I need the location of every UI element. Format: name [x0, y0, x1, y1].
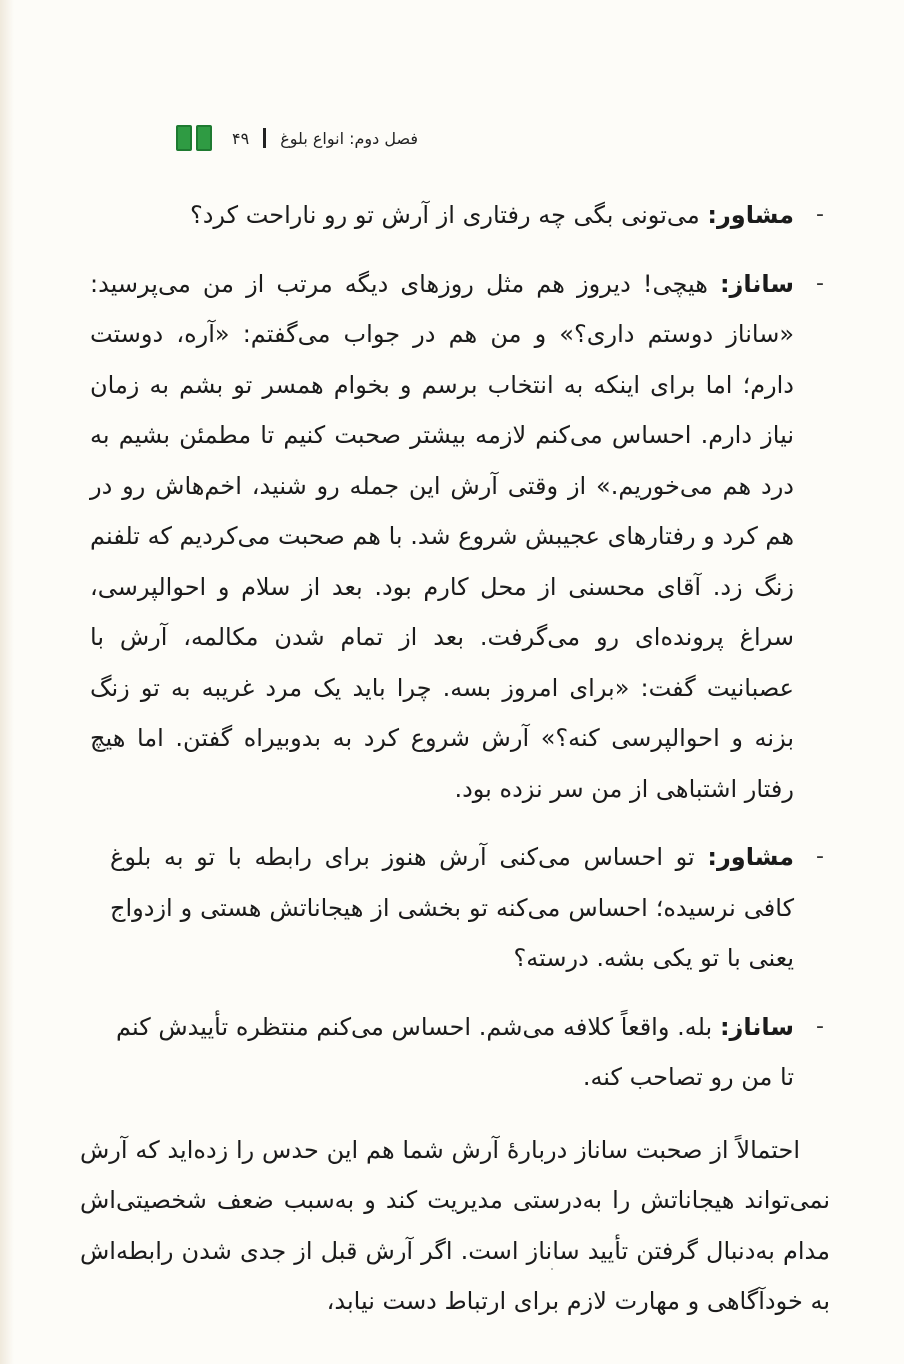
dialogue-dash: -	[816, 1013, 824, 1039]
green-block-icon	[196, 125, 212, 151]
dialogue-line	[80, 259, 824, 815]
chapter-title: فصل دوم: انواع بلوغ	[280, 128, 418, 148]
dialogue-line	[80, 190, 824, 241]
dialogue-text: می‌تونی بگی چه رفتاری از آرش تو رو ناراحت کرد؟	[190, 201, 700, 229]
page-number: ۴۹	[232, 128, 250, 148]
body-paragraph: احتمالاً از صحبت ساناز دربارهٔ آرش شما هم این حدس را زده‌اید که آرش نمی‌تواند هیجاناتش را به‌درستی مدیریت کند و به‌سبب ضعف شخصیتی‌اش مدام به‌دنبال گرفتن تأیید ساناز است. اگر آرش قبل از جدی شدن رابطه‌اش به خودآگاهی و مهارت لازم برای ارتباط دست نیابد،	[80, 1135, 830, 1315]
dialogue-text: هیچی! دیروز هم مثل روزهای دیگه مرتب از من می‌پرسید: «ساناز دوستم داری؟» و من هم در جواب می‌گفتم: «آره، دوستت دارم؛ اما برای اینکه به انتخاب برسم و بخوام همسر تو بشم به زمان نیاز دارم. احساس می‌کنم لازمه بیشتر صحبت کنیم تا مطمئن بشیم به درد هم می‌خوریم.» از وقتی آرش این جمله رو شنید، اخم‌هاش رو در هم کرد و رفتارهای عجیبش شروع شد. با هم صحبت می‌کردیم که تلفنم زنگ زد. آقای محسنی از محل کارم بود. بعد از سلام و احوالپرسی، سراغ پرونده‌ای رو می‌گرفت. بعد از تمام شدن مکالمه، آرش با عصبانیت گفت: «برای امروز بسه. چرا باید یک مرد غریبه به تو زنگ بزنه و احوالپرسی کنه؟» آرش شروع کرد به بدوبیراه گفتن. اما هیچ رفتار اشتباهی از من سر نزده بود.	[89, 269, 794, 803]
page-edge-shadow	[0, 0, 14, 1364]
dialogue-line	[80, 1002, 824, 1103]
dialogue-text: بله. واقعاً کلافه می‌شم. احساس می‌کنم منتظره تأییدش کنم تا من رو تصاحب کنه.	[116, 1012, 794, 1091]
speaker-name: مشاور:	[707, 843, 794, 871]
page-body	[80, 190, 830, 1351]
running-header	[170, 120, 418, 156]
dialogue-text: تو احساس می‌کنی آرش هنوز برای رابطه با تو به بلوغ کافی نرسیده؛ احساس می‌کنه تو بخشی از هیجاناتش هستی و ازدواج یعنی با تو یکی بشه. درسته؟	[110, 843, 794, 972]
chapter-marker-icon	[176, 125, 212, 151]
dialogue-line	[80, 832, 824, 984]
speaker-name: مشاور:	[707, 201, 794, 229]
speaker-name: ساناز:	[719, 269, 794, 298]
dialogue-dash: -	[816, 202, 824, 227]
speaker-name: ساناز:	[719, 1012, 794, 1041]
green-block-icon	[176, 125, 192, 151]
print-speck	[551, 1268, 553, 1270]
dialogue-dash: -	[816, 270, 824, 296]
dialogue-dash: -	[816, 844, 824, 869]
header-separator	[263, 128, 266, 148]
